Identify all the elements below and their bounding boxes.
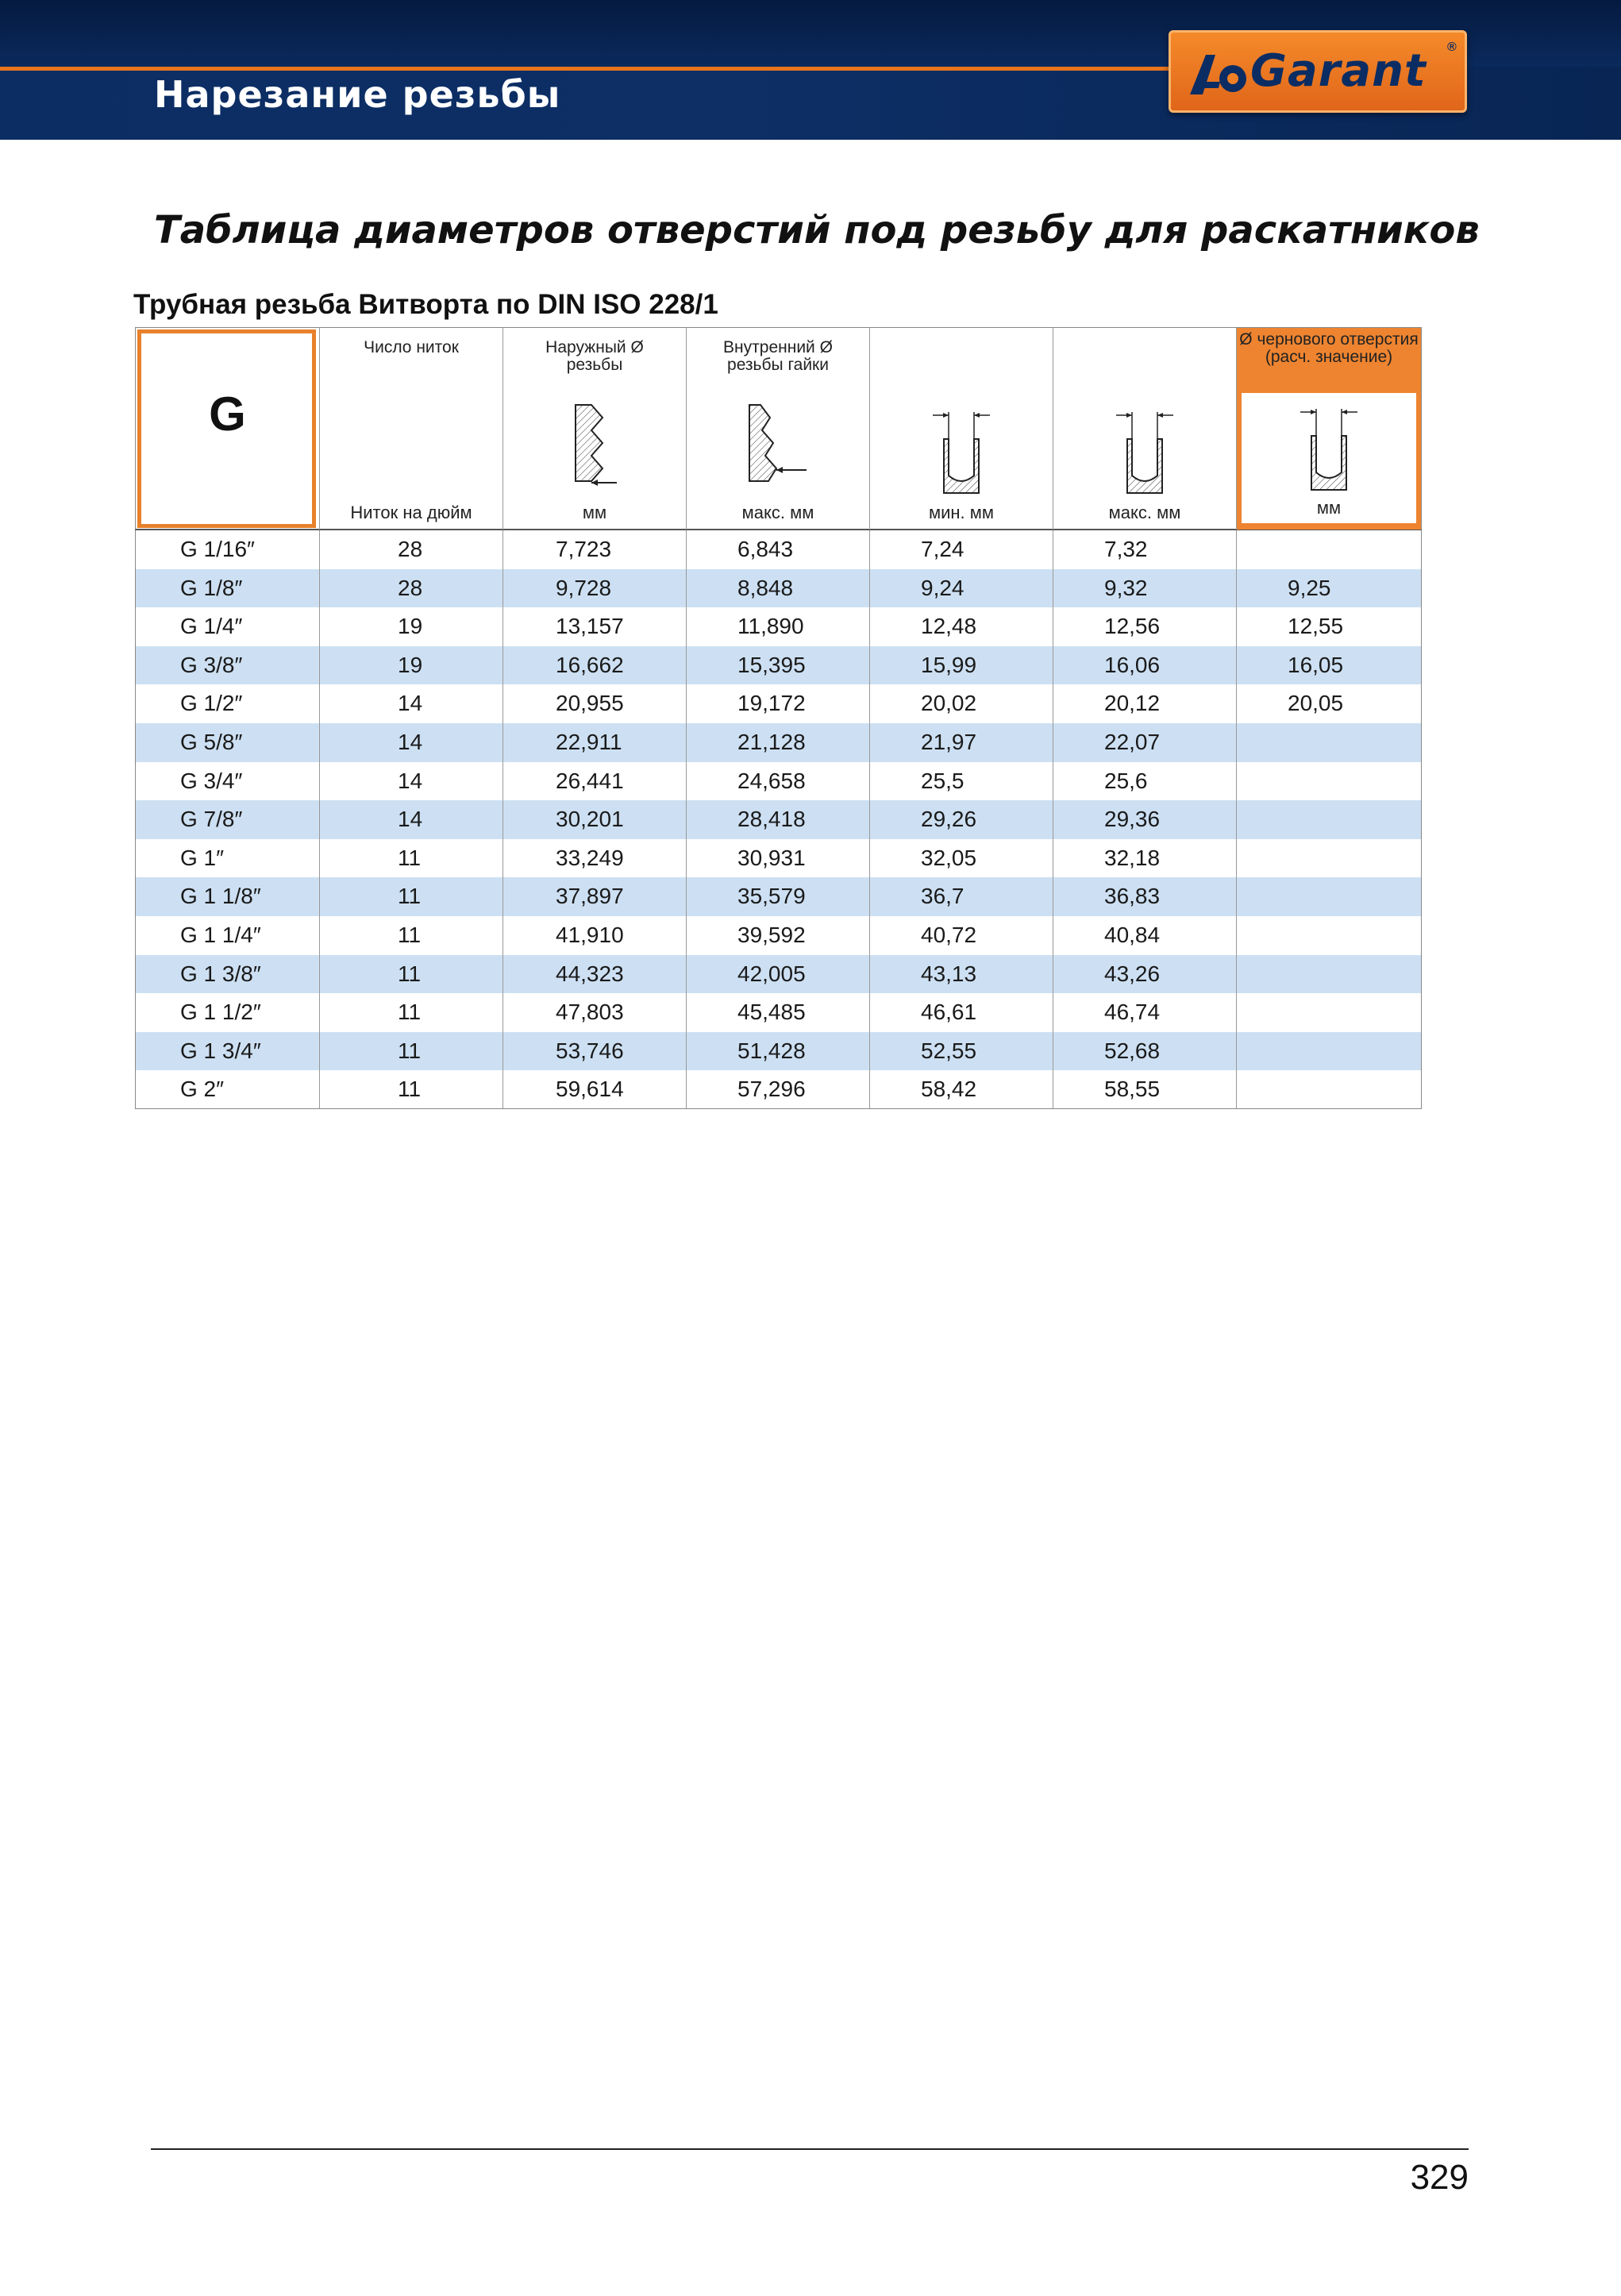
cell-value: 30,201	[556, 807, 624, 832]
cell-threads-per-inch	[319, 569, 502, 608]
cell-value: 19,172	[737, 691, 806, 716]
header-cell-pilot-hole	[1236, 328, 1421, 530]
cell-value: G 1 3/8″	[180, 961, 261, 986]
cell-pilot-hole	[1236, 1032, 1419, 1071]
cell-value: 36,83	[1104, 884, 1161, 909]
cell-outer-diameter	[502, 723, 686, 762]
cell-pilot-hole	[1236, 684, 1419, 723]
cell-value: 41,910	[556, 922, 624, 947]
cell-value: 16,05	[1288, 652, 1344, 677]
cell-value: G 3/4″	[180, 768, 243, 793]
cell-hole-max	[1053, 1070, 1236, 1108]
cell-outer-diameter	[502, 684, 686, 723]
cell-value: 29,26	[921, 807, 977, 832]
cell-value: G 1″	[180, 845, 225, 870]
table-row	[135, 762, 1422, 801]
table-header	[135, 327, 1422, 530]
cell-value: 12,56	[1104, 614, 1161, 639]
drilled-hole-min-icon	[930, 407, 993, 495]
cell-hole-min	[869, 877, 1053, 916]
cell-value: G 3/8″	[180, 652, 243, 677]
cell-value: 12,48	[921, 614, 977, 639]
logo-registered-mark: ®	[1447, 40, 1457, 54]
cell-value: 9,728	[556, 575, 612, 600]
cell-size	[136, 569, 319, 608]
cell-inner-diameter-max	[686, 723, 869, 762]
cell-inner-diameter-max	[686, 607, 869, 646]
hole-max-diagram	[1053, 407, 1236, 499]
logo-text: Garant	[1250, 45, 1427, 97]
cell-value: 8,848	[737, 575, 794, 600]
cell-size	[136, 607, 319, 646]
cell-value: 36,7	[921, 884, 965, 909]
cell-threads-per-inch	[319, 684, 502, 723]
cell-size	[136, 877, 319, 916]
cell-value: 46,74	[1104, 1000, 1161, 1025]
cell-outer-diameter	[502, 1032, 686, 1071]
cell-value: 16,06	[1104, 652, 1161, 677]
cell-threads-per-inch	[319, 1032, 502, 1071]
cell-hole-max	[1053, 839, 1236, 878]
cell-value: 59,614	[556, 1077, 624, 1102]
cell-pilot-hole	[1236, 916, 1419, 955]
cell-pilot-hole	[1236, 569, 1419, 608]
page-number: 329	[1410, 2158, 1469, 2197]
cell-value: G 2″	[180, 1077, 225, 1102]
header-hole-max-unit: макс. мм	[1108, 503, 1181, 522]
table-row	[135, 607, 1422, 646]
cell-value: 57,296	[737, 1077, 806, 1102]
cell-hole-min	[869, 569, 1053, 608]
pilot-hole-panel	[1242, 393, 1416, 523]
cell-hole-max	[1053, 530, 1236, 569]
cell-value: 26,441	[556, 768, 624, 793]
cell-hole-max	[1053, 1032, 1236, 1071]
hole-min-diagram	[870, 407, 1053, 499]
garant-logo	[1169, 30, 1467, 113]
table-row	[135, 839, 1422, 878]
cell-value: 7,32	[1104, 537, 1148, 561]
cell-value: 25,5	[921, 768, 965, 793]
cell-inner-diameter-max	[686, 569, 869, 608]
cell-value: 14	[398, 768, 423, 793]
cell-inner-diameter-max	[686, 993, 869, 1032]
cell-value: 13,157	[556, 614, 624, 639]
cell-value: 37,897	[556, 884, 624, 909]
cell-threads-per-inch	[319, 723, 502, 762]
cell-inner-diameter-max	[686, 839, 869, 878]
cell-value: 43,26	[1104, 961, 1161, 986]
cell-value: 19	[398, 652, 423, 677]
cell-inner-diameter-max	[686, 530, 869, 569]
header-pilot-hole-unit: мм	[1316, 498, 1342, 518]
cell-value: 25,6	[1104, 768, 1148, 793]
cell-hole-min	[869, 1070, 1053, 1108]
header-pilot-hole-label: Ø чернового отверстия (расч. значение)	[1239, 330, 1419, 366]
cell-value: 30,931	[737, 845, 806, 870]
cell-threads-per-inch	[319, 993, 502, 1032]
cell-threads-per-inch	[319, 800, 502, 839]
cell-value: 29,36	[1104, 807, 1161, 832]
cell-value: 6,843	[737, 537, 794, 561]
cell-value: 22,911	[556, 729, 622, 754]
cell-hole-max	[1053, 877, 1236, 916]
cell-hole-min	[869, 955, 1053, 994]
cell-value: 51,428	[737, 1038, 806, 1063]
cell-value: 15,99	[921, 652, 977, 677]
inner-thread-diagram	[687, 403, 869, 495]
cell-hole-min	[869, 916, 1053, 955]
header-g-label: G	[209, 387, 246, 441]
cell-value: 11	[398, 1038, 422, 1063]
cell-value: 52,68	[1104, 1038, 1161, 1063]
cell-value: 58,42	[921, 1077, 977, 1102]
pilot-hole-icon	[1297, 404, 1361, 491]
cell-value: 44,323	[556, 961, 624, 986]
cell-value: 47,803	[556, 1000, 624, 1025]
cell-value: G 1/16″	[180, 537, 255, 561]
thread-diameter-table	[135, 327, 1422, 1109]
cell-value: G 7/8″	[180, 807, 243, 832]
cell-pilot-hole	[1236, 530, 1419, 569]
cell-threads-per-inch	[319, 955, 502, 994]
cell-threads-per-inch	[319, 607, 502, 646]
outer-thread-diagram	[503, 403, 686, 495]
cell-inner-diameter-max	[686, 1032, 869, 1071]
cell-hole-max	[1053, 762, 1236, 801]
cell-hole-max	[1053, 723, 1236, 762]
cell-size	[136, 646, 319, 685]
cell-outer-diameter	[502, 607, 686, 646]
cell-outer-diameter	[502, 993, 686, 1032]
table-row	[135, 723, 1422, 762]
header-threads-unit: Ниток на дюйм	[350, 503, 472, 522]
garant-logo-icon	[1188, 50, 1250, 96]
table-row	[135, 530, 1422, 569]
cell-value: 45,485	[737, 1000, 806, 1025]
cell-hole-min	[869, 762, 1053, 801]
header-cell-inner-diameter	[686, 328, 869, 530]
cell-threads-per-inch	[319, 762, 502, 801]
cell-value: 53,746	[556, 1038, 624, 1063]
pilot-hole-diagram	[1242, 404, 1416, 495]
cell-value: 28	[398, 537, 423, 561]
section-title: Нарезание резьбы	[154, 73, 561, 116]
cell-hole-max	[1053, 955, 1236, 994]
cell-size	[136, 839, 319, 878]
cell-outer-diameter	[502, 646, 686, 685]
cell-value: 11	[398, 961, 422, 986]
table-row	[135, 684, 1422, 723]
cell-value: 14	[398, 807, 423, 832]
cell-hole-min	[869, 723, 1053, 762]
table-row	[135, 955, 1422, 994]
cell-size	[136, 916, 319, 955]
cell-value: 28,418	[737, 807, 806, 832]
cell-value: 35,579	[737, 884, 806, 909]
header-outer-diameter-unit: мм	[582, 503, 607, 522]
cell-pilot-hole	[1236, 607, 1419, 646]
header-cell-hole-max	[1053, 328, 1236, 530]
table-row	[135, 1032, 1422, 1071]
cell-inner-diameter-max	[686, 877, 869, 916]
cell-threads-per-inch	[319, 839, 502, 878]
cell-pilot-hole	[1236, 723, 1419, 762]
cell-value: 9,32	[1104, 575, 1148, 600]
cell-value: 11	[398, 922, 422, 947]
cell-value: G 1/4″	[180, 614, 243, 639]
cell-value: 22,07	[1104, 729, 1161, 754]
header-accent-line	[0, 67, 1191, 71]
table-row	[135, 993, 1422, 1032]
cell-hole-min	[869, 839, 1053, 878]
cell-pilot-hole	[1236, 993, 1419, 1032]
cell-value: 21,97	[921, 729, 977, 754]
cell-size	[136, 993, 319, 1032]
cell-value: 58,55	[1104, 1077, 1161, 1102]
cell-value: 43,13	[921, 961, 977, 986]
page-title: Таблица диаметров отверстий под резьбу для раскатников	[154, 208, 1480, 252]
cell-size	[136, 762, 319, 801]
cell-value: 9,24	[921, 575, 965, 600]
cell-value: 39,592	[737, 922, 806, 947]
cell-value: 12,55	[1288, 614, 1344, 639]
cell-pilot-hole	[1236, 877, 1419, 916]
cell-hole-max	[1053, 607, 1236, 646]
cell-value: 20,05	[1288, 691, 1344, 716]
cell-inner-diameter-max	[686, 762, 869, 801]
cell-value: 20,02	[921, 691, 977, 716]
header-inner-diameter-label: Внутренний Ø резьбы гайки	[723, 338, 833, 374]
cell-pilot-hole	[1236, 839, 1419, 878]
cell-hole-min	[869, 607, 1053, 646]
header-threads-label: Число ниток	[364, 338, 459, 356]
header-cell-outer-diameter	[502, 328, 686, 530]
cell-size	[136, 723, 319, 762]
header-cell-g	[136, 328, 319, 530]
cell-hole-max	[1053, 684, 1236, 723]
cell-value: 14	[398, 691, 423, 716]
cell-threads-per-inch	[319, 916, 502, 955]
table-row	[135, 646, 1422, 685]
cell-outer-diameter	[502, 762, 686, 801]
cell-outer-diameter	[502, 530, 686, 569]
cell-hole-max	[1053, 569, 1236, 608]
table-body	[135, 530, 1422, 1109]
cell-value: 32,05	[921, 845, 977, 870]
cell-value: 7,24	[921, 537, 965, 561]
cell-hole-max	[1053, 993, 1236, 1032]
cell-pilot-hole	[1236, 762, 1419, 801]
table-row	[135, 800, 1422, 839]
cell-hole-min	[869, 684, 1053, 723]
cell-threads-per-inch	[319, 530, 502, 569]
cell-outer-diameter	[502, 839, 686, 878]
header-hole-min-unit: мин. мм	[928, 503, 995, 522]
cell-inner-diameter-max	[686, 684, 869, 723]
cell-value: 21,128	[737, 729, 806, 754]
cell-outer-diameter	[502, 955, 686, 994]
cell-hole-max	[1053, 800, 1236, 839]
cell-size	[136, 1070, 319, 1108]
cell-value: G 1 1/4″	[180, 922, 261, 947]
cell-hole-min	[869, 1032, 1053, 1071]
cell-pilot-hole	[1236, 1070, 1419, 1108]
cell-value: 40,72	[921, 922, 977, 947]
cell-threads-per-inch	[319, 877, 502, 916]
cell-inner-diameter-max	[686, 1070, 869, 1108]
cell-value: 28	[398, 575, 423, 600]
cell-value: 40,84	[1104, 922, 1161, 947]
header-cell-threads	[319, 328, 502, 530]
cell-hole-max	[1053, 646, 1236, 685]
cell-value: G 1 3/4″	[180, 1038, 261, 1063]
cell-value: 46,61	[921, 1000, 977, 1025]
cell-inner-diameter-max	[686, 955, 869, 994]
cell-value: 11	[398, 1077, 422, 1102]
cell-value: 11	[398, 884, 422, 909]
cell-value: 20,955	[556, 691, 624, 716]
table-row	[135, 877, 1422, 916]
cell-value: 9,25	[1288, 575, 1331, 600]
drilled-hole-max-icon	[1113, 407, 1176, 495]
cell-value: 11,890	[737, 614, 804, 639]
cell-outer-diameter	[502, 569, 686, 608]
inner-thread-icon	[746, 403, 810, 491]
cell-value: 19	[398, 614, 423, 639]
cell-size	[136, 530, 319, 569]
cell-inner-diameter-max	[686, 916, 869, 955]
cell-value: 52,55	[921, 1038, 977, 1063]
cell-pilot-hole	[1236, 955, 1419, 994]
cell-value: 7,723	[556, 537, 612, 561]
cell-hole-max	[1053, 916, 1236, 955]
cell-value: 14	[398, 729, 423, 754]
cell-threads-per-inch	[319, 1070, 502, 1108]
cell-pilot-hole	[1236, 646, 1419, 685]
cell-outer-diameter	[502, 800, 686, 839]
cell-size	[136, 800, 319, 839]
cell-hole-min	[869, 646, 1053, 685]
footer-rule	[151, 2148, 1469, 2150]
cell-value: 20,12	[1104, 691, 1161, 716]
cell-value: G 5/8″	[180, 729, 243, 754]
header-inner-diameter-unit: макс. мм	[741, 503, 814, 522]
cell-outer-diameter	[502, 877, 686, 916]
cell-outer-diameter	[502, 1070, 686, 1108]
cell-value: 16,662	[556, 652, 624, 677]
cell-value: G 1 1/2″	[180, 1000, 261, 1025]
cell-value: G 1/2″	[180, 691, 243, 716]
header-cell-hole-min	[869, 328, 1053, 530]
cell-value: 11	[398, 1000, 422, 1025]
header-outer-diameter-label: Наружный Ø резьбы	[545, 338, 644, 374]
cell-inner-diameter-max	[686, 646, 869, 685]
cell-pilot-hole	[1236, 800, 1419, 839]
cell-value: G 1/8″	[180, 575, 243, 600]
cell-outer-diameter	[502, 916, 686, 955]
table-row	[135, 1070, 1422, 1109]
cell-value: G 1 1/8″	[180, 884, 261, 909]
cell-value: 15,395	[737, 652, 806, 677]
cell-hole-min	[869, 993, 1053, 1032]
cell-threads-per-inch	[319, 646, 502, 685]
cell-value: 42,005	[737, 961, 806, 986]
cell-value: 11	[398, 845, 422, 870]
outer-thread-icon	[571, 403, 618, 491]
cell-value: 24,658	[737, 768, 806, 793]
table-row	[135, 569, 1422, 608]
cell-value: 32,18	[1104, 845, 1161, 870]
table-row	[135, 916, 1422, 955]
cell-hole-min	[869, 530, 1053, 569]
cell-hole-min	[869, 800, 1053, 839]
cell-size	[136, 1032, 319, 1071]
cell-value: 33,249	[556, 845, 624, 870]
table-subtitle: Трубная резьба Витворта по DIN ISO 228/1	[133, 289, 718, 320]
cell-size	[136, 684, 319, 723]
cell-inner-diameter-max	[686, 800, 869, 839]
cell-size	[136, 955, 319, 994]
header-band	[0, 0, 1621, 140]
